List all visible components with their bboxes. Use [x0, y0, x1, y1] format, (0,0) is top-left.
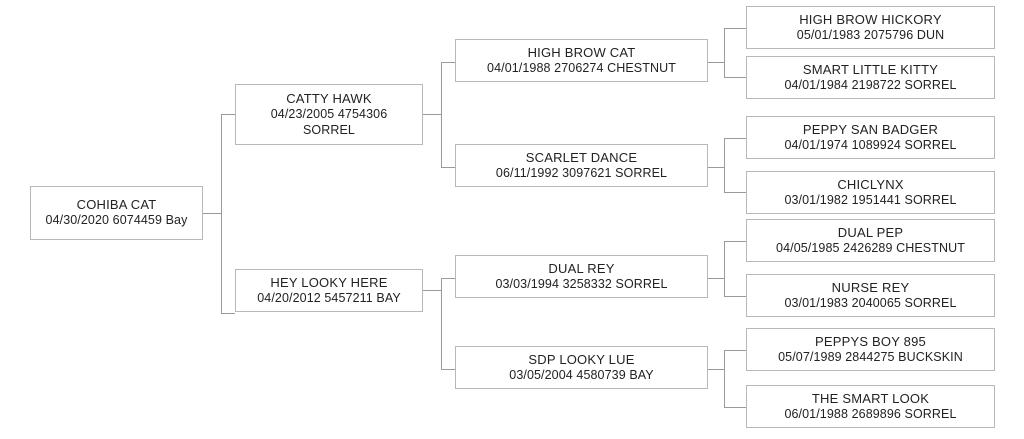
node-name: NURSE REY	[831, 279, 910, 295]
pedigree-node-gen3-1[interactable]	[455, 144, 708, 187]
connector-line	[724, 28, 746, 29]
connector-line	[708, 167, 724, 168]
node-name: HIGH BROW HICKORY	[799, 11, 942, 27]
node-details: 04/01/1984 2198722 SORREL	[784, 77, 957, 92]
connector-line	[441, 62, 442, 167]
pedigree-node-gen4-5[interactable]	[746, 274, 995, 317]
node-name: HEY LOOKY HERE	[270, 274, 388, 290]
node-name: DUAL PEP	[837, 224, 904, 240]
connector-line	[423, 290, 441, 291]
pedigree-node-gen2-1[interactable]	[235, 269, 423, 312]
node-details: 05/01/1983 2075796 DUN	[796, 27, 945, 42]
node-details: 03/03/1994 3258332 SORREL	[495, 276, 668, 291]
pedigree-node-gen2-0[interactable]	[235, 84, 423, 145]
connector-line	[708, 62, 724, 63]
pedigree-node-gen3-0[interactable]	[455, 39, 708, 82]
node-details: 05/07/1989 2844275 BUCKSKIN	[778, 349, 963, 364]
connector-line	[724, 350, 725, 407]
node-name: PEPPY SAN BADGER	[802, 121, 939, 137]
connector-line	[724, 192, 746, 193]
node-details: 04/20/2012 5457211 BAY	[257, 290, 401, 305]
connector-line	[708, 278, 724, 279]
pedigree-node-gen4-2[interactable]	[746, 116, 995, 159]
node-name: DUAL REY	[548, 260, 615, 276]
node-name: CATTY HAWK	[286, 90, 372, 106]
pedigree-node-gen4-0[interactable]	[746, 6, 995, 49]
node-details: 06/01/1988 2689896 SORREL	[784, 406, 957, 421]
node-name: THE SMART LOOK	[811, 390, 930, 406]
node-details: 06/11/1992 3097621 SORREL	[495, 165, 668, 180]
connector-line	[724, 241, 746, 242]
pedigree-node-gen4-6[interactable]	[746, 328, 995, 371]
connector-line	[221, 114, 235, 115]
connector-line	[724, 138, 725, 192]
connector-line	[441, 278, 442, 369]
connector-line	[708, 369, 724, 370]
pedigree-node-gen4-3[interactable]	[746, 171, 995, 214]
connector-line	[221, 114, 222, 313]
pedigree-node-gen4-4[interactable]	[746, 219, 995, 262]
connector-line	[724, 28, 725, 77]
connector-line	[441, 62, 455, 63]
node-name: SCARLET DANCE	[525, 149, 638, 165]
pedigree-node-gen4-1[interactable]	[746, 56, 995, 99]
connector-line	[441, 167, 455, 168]
node-name: SMART LITTLE KITTY	[802, 61, 939, 77]
connector-line	[441, 278, 455, 279]
pedigree-node-gen4-7[interactable]	[746, 385, 995, 428]
node-name: PEPPYS BOY 895	[815, 333, 926, 349]
connector-line	[724, 77, 746, 78]
connector-line	[724, 138, 746, 139]
connector-line	[724, 407, 746, 408]
node-details: 03/01/1983 2040065 SORREL	[784, 295, 957, 310]
connector-line	[203, 213, 221, 214]
node-details: 04/05/1985 2426289 CHESTNUT	[776, 240, 965, 255]
node-name: COHIBA CAT	[76, 197, 157, 213]
node-details: 04/01/1988 2706274 CHESTNUT	[487, 60, 676, 75]
pedigree-node-gen1-0[interactable]	[30, 186, 203, 240]
node-name: SDP LOOKY LUE	[528, 351, 635, 367]
connector-line	[221, 313, 235, 314]
connector-line	[441, 369, 455, 370]
node-details: 03/05/2004 4580739 BAY	[509, 367, 654, 382]
connector-line	[724, 241, 725, 296]
connector-line	[724, 350, 746, 351]
pedigree-node-gen3-3[interactable]	[455, 346, 708, 389]
node-details: 04/30/2020 6074459 Bay	[45, 213, 188, 228]
node-details: 04/01/1974 1089924 SORREL	[784, 137, 957, 152]
pedigree-node-gen3-2[interactable]	[455, 255, 708, 298]
connector-line	[423, 114, 441, 115]
node-name: CHICLYNX	[837, 176, 904, 192]
node-details: 03/01/1982 1951441 SORREL	[784, 192, 957, 207]
node-name: HIGH BROW CAT	[527, 44, 636, 60]
connector-line	[724, 296, 746, 297]
node-details-2: SORREL	[302, 122, 355, 137]
node-details: 04/23/2005 4754306	[270, 107, 388, 121]
